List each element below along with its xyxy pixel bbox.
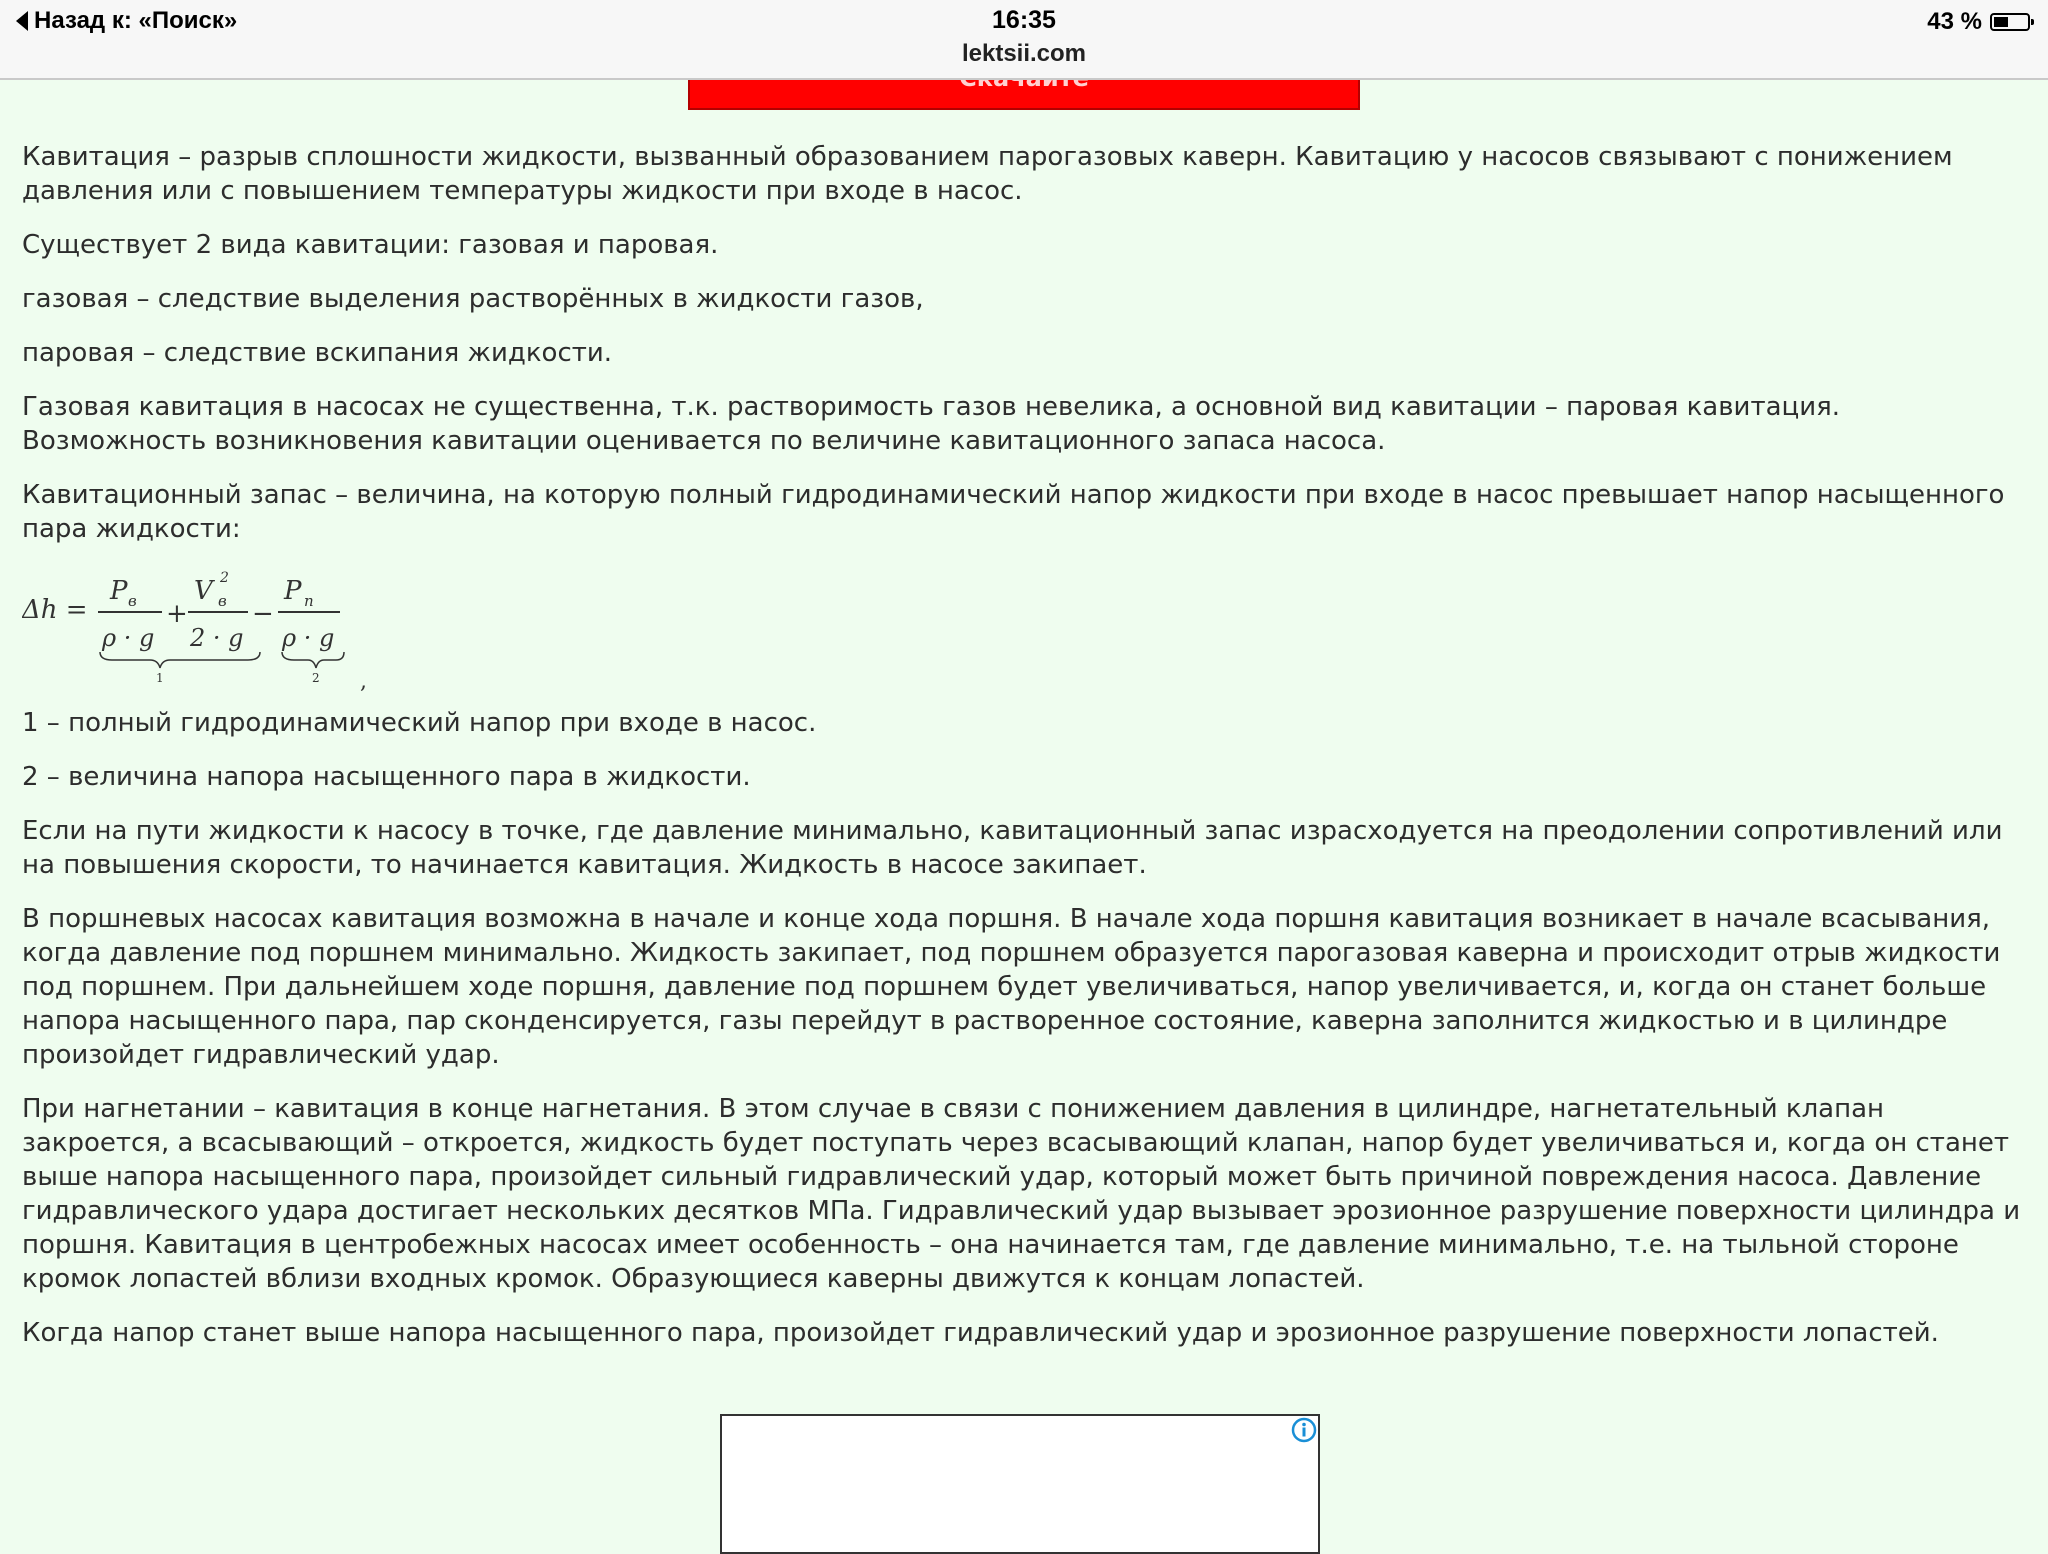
formula-term2-num: V [194,576,213,606]
article-paragraph: При нагнетании – кавитация в конце нагнетания. В этом случае в связи с понижением давления в цилиндре, нагнетательный клапан закроется, а всасывающий – откроется, жидкость будет поступать через всасывающий клапан, напор будет увеличиваться и, когда он станет выше напора насыщенного пара, произойдет сильный гидравлический удар, который может быть причиной повреждения насоса. Давление гидравлического удара достигает нескольких десятков МПа. Гидравлический удар вызывает эрозионное разрушение поверхности цилиндра и поршня. Кавитация в центробежных насосах имеет особенность – она начинается там, где давление минимально, т.е. на тыльной стороне кромок лопастей вблизи входных кромок. Образующиеся каверны движутся к концам лопастей. [22,1094,2021,1294]
formula-term2-sup: 2 [220,570,229,586]
article-paragraph: Существует 2 вида кавитации: газовая и паровая. [22,230,719,260]
ad-info-icon[interactable] [1290,1416,1318,1444]
article-paragraph: паровая – следствие вскипания жидкости. [22,338,613,368]
formula-term1-den: ρ · g [102,624,155,652]
ad-container[interactable] [720,1414,1320,1554]
battery-fill [1994,17,2008,27]
article-paragraph: В поршневых насосах кавитация возможна в начале и конце хода поршня. В начале хода поршня кавитация возникает в начале всасывания, когда давление под поршнем минимально. Жидкость закипает, под поршнем образуется парогазовая каверна и происходит отрыв жидкости под поршнем. При дальнейшем ходе поршня, давление под поршнем будет увеличиваться, напор увеличивается, и, когда он станет больше напора насыщенного пара, пар сконденсируется, газы перейдут в растворенное состояние, каверна заполнится жидкостью и в цилиндре произойдет гидравлический удар. [22,904,2001,1070]
formula-trailing-comma: , [360,669,367,694]
article-paragraph: 1 – полный гидродинамический напор при входе в насос. [22,708,817,738]
article-paragraph: Газовая кавитация в насосах не существенна, т.к. растворимость газов невелика, а основной вид кавитации – паровая кавитация. Возможность возникновения кавитации оценивается по величине кавитационного запаса насоса. [22,392,1841,456]
battery-indicator [1927,8,2030,36]
formula-minus: − [252,599,274,629]
article-paragraph: газовая – следствие выделения растворённых в жидкости газов, [22,284,924,314]
formula-brace2-label: 2 [312,671,320,685]
battery-percent: 43 % [1927,8,1982,35]
status-bar [0,0,2048,80]
article-paragraph: Когда напор станет выше напора насыщенного пара, произойдет гидравлический удар и эрозионное разрушение поверхности лопастей. [22,1318,1939,1348]
cavitation-formula [22,566,382,696]
address-bar-url[interactable]: lektsii.com [961,40,1087,67]
formula-term1-num: P [110,576,128,606]
article-paragraph: Кавитация – разрыв сплошности жидкости, вызванный образованием парогазовых каверн. Кавитацию у насосов связывают с понижением давления или с повышением температуры жидкости при входе в насос. [22,142,1953,206]
formula-term1-sub: в [128,592,137,610]
formula-lhs: Δh = [22,595,88,625]
formula-term3-sub: п [304,592,314,610]
back-label: Назад к: «Поиск» [34,7,238,34]
formula-plus: + [166,599,188,629]
status-time: 16:35 [992,6,1056,34]
formula-term2-den: 2 · g [190,624,244,652]
article-body [22,140,2022,1370]
formula-term3-den: ρ · g [282,624,335,652]
formula-brace1-label: 1 [156,671,164,685]
formula-term3-num: P [284,576,302,606]
article-paragraph: 2 – величина напора насыщенного пара в жидкости. [22,762,751,792]
formula-term2-sub: в [218,592,227,610]
article-paragraph: Если на пути жидкости к насосу в точке, где давление минимально, кавитационный запас израсходуется на преодолении сопротивлений или на повышения скорости, то начинается кавитация. Жидкость в насосе закипает. [22,816,2003,880]
battery-icon [1990,13,2030,31]
article-paragraph: Кавитационный запас – величина, на которую полный гидродинамический напор жидкости при входе в насос превышает напор насыщенного пара жидкости: [22,480,2005,544]
